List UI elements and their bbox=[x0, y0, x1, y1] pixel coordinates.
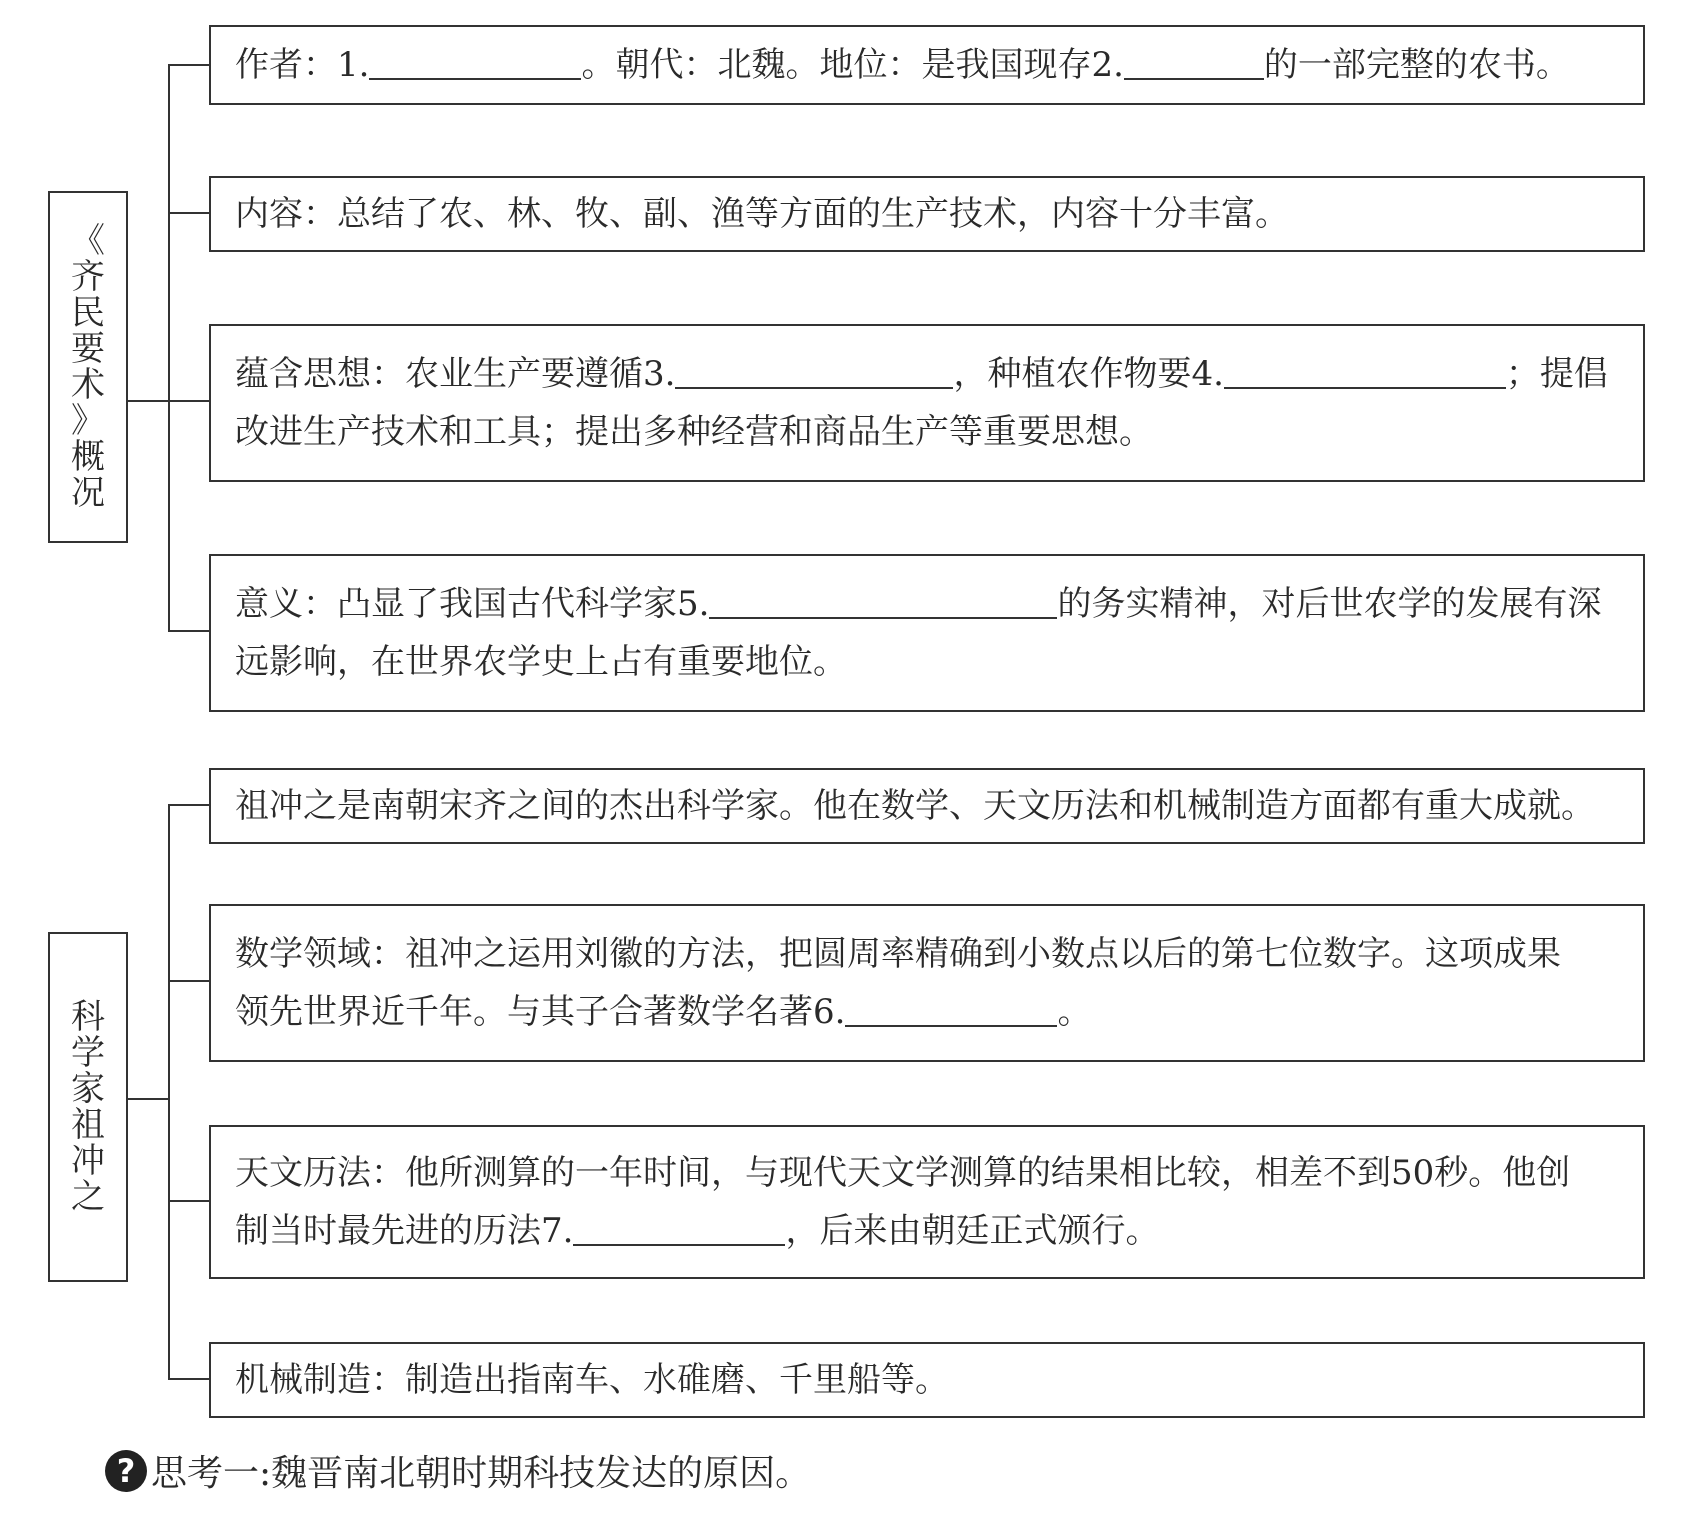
zu-chongzhi-label bbox=[48, 932, 128, 1282]
significance-text-end: 的务实精神，对后世农学的发展有深 bbox=[1057, 584, 1602, 624]
text-row bbox=[235, 1202, 1621, 1260]
question-icon: ? bbox=[105, 1450, 147, 1492]
connector-line bbox=[168, 630, 210, 632]
zu-intro-text: 祖冲之是南朝宋齐之间的杰出科学家。他在数学、天文历法和机械制造方面都有重大成就。 bbox=[235, 786, 1595, 826]
connector-line bbox=[128, 400, 170, 402]
label-char: 学 bbox=[71, 1033, 105, 1073]
dynasty-position-text: 。朝代：北魏。地位：是我国现存2. bbox=[581, 45, 1124, 85]
blank-1[interactable] bbox=[369, 44, 581, 80]
connector-line bbox=[168, 1378, 210, 1380]
significance-text-line2: 远影响，在世界农学史上占有重要地位。 bbox=[235, 642, 847, 682]
connector-line bbox=[128, 1098, 170, 1100]
think-text: 思考一:魏晋南北朝时期科技发达的原因。 bbox=[151, 1453, 812, 1494]
label-char: 家 bbox=[71, 1069, 105, 1109]
blank-3[interactable] bbox=[675, 353, 953, 389]
machinery-text: 机械制造：制造出指南车、水碓磨、千里船等。 bbox=[235, 1360, 949, 1400]
label-char: 》 bbox=[71, 401, 105, 441]
ideas-text-line2: 改进生产技术和工具；提出多种经营和商品生产等重要思想。 bbox=[235, 412, 1153, 452]
blank-5[interactable] bbox=[709, 583, 1057, 619]
connector-line bbox=[168, 980, 210, 982]
blank-7[interactable] bbox=[573, 1210, 785, 1246]
position-text: 的一部完整的农书。 bbox=[1263, 45, 1570, 85]
math-text-line1: 数学领域：祖冲之运用刘徽的方法，把圆周率精确到小数点以后的第七位数字。这项成果 bbox=[235, 934, 1561, 974]
connector-line bbox=[168, 212, 210, 214]
label-char: 况 bbox=[71, 473, 105, 513]
astronomy-text-line1: 天文历法：他所测算的一年时间，与现代天文学测算的结果相比较，相差不到50秒。他创 bbox=[235, 1153, 1571, 1193]
ideas-box bbox=[209, 324, 1645, 482]
connector-line bbox=[168, 804, 210, 806]
significance-box bbox=[209, 554, 1645, 712]
connector-line bbox=[168, 1200, 210, 1202]
label-char: 祖 bbox=[71, 1105, 105, 1145]
label-char: 冲 bbox=[71, 1141, 105, 1181]
label-char: 《 bbox=[71, 221, 105, 261]
blank-2[interactable] bbox=[1124, 44, 1264, 80]
math-text: 领先世界近千年。与其子合著数学名著6. bbox=[235, 992, 846, 1032]
text-row bbox=[235, 575, 1621, 633]
content-box bbox=[209, 176, 1645, 252]
author-box bbox=[209, 25, 1645, 105]
zu-intro-box bbox=[209, 768, 1645, 844]
astronomy-text-end: ，后来由朝廷正式颁行。 bbox=[785, 1211, 1160, 1251]
label-char: 术 bbox=[71, 365, 105, 405]
label-char: 民 bbox=[71, 293, 105, 333]
connector-line bbox=[168, 400, 210, 402]
label-char: 之 bbox=[71, 1177, 105, 1217]
astronomy-box bbox=[209, 1125, 1645, 1279]
blank-4[interactable] bbox=[1224, 353, 1506, 389]
text-row bbox=[235, 983, 1621, 1041]
label-char: 概 bbox=[71, 437, 105, 477]
ideas-text: 蕴含思想：农业生产要遵循3. bbox=[235, 354, 676, 394]
ideas-text-mid: ，种植农作物要4. bbox=[953, 354, 1224, 394]
machinery-box bbox=[209, 1342, 1645, 1418]
author-text: 作者：1. bbox=[235, 45, 370, 85]
math-box bbox=[209, 904, 1645, 1062]
content-text: 内容：总结了农、林、牧、副、渔等方面的生产技术，内容十分丰富。 bbox=[235, 194, 1289, 234]
think-question bbox=[105, 1445, 811, 1496]
label-char: 齐 bbox=[71, 257, 105, 297]
astronomy-text: 制当时最先进的历法7. bbox=[235, 1211, 574, 1251]
blank-6[interactable] bbox=[845, 991, 1057, 1027]
text-row bbox=[235, 345, 1621, 403]
connector-line bbox=[168, 64, 170, 632]
math-text-end: 。 bbox=[1057, 992, 1092, 1032]
connector-line bbox=[168, 804, 170, 1380]
significance-text: 意义：凸显了我国古代科学家5. bbox=[235, 584, 710, 624]
text-row bbox=[235, 36, 1621, 94]
label-char: 要 bbox=[71, 329, 105, 369]
qmys-overview-label bbox=[48, 191, 128, 543]
connector-line bbox=[168, 64, 210, 66]
ideas-text-end: ；提倡 bbox=[1505, 354, 1608, 394]
label-char: 科 bbox=[71, 997, 105, 1037]
